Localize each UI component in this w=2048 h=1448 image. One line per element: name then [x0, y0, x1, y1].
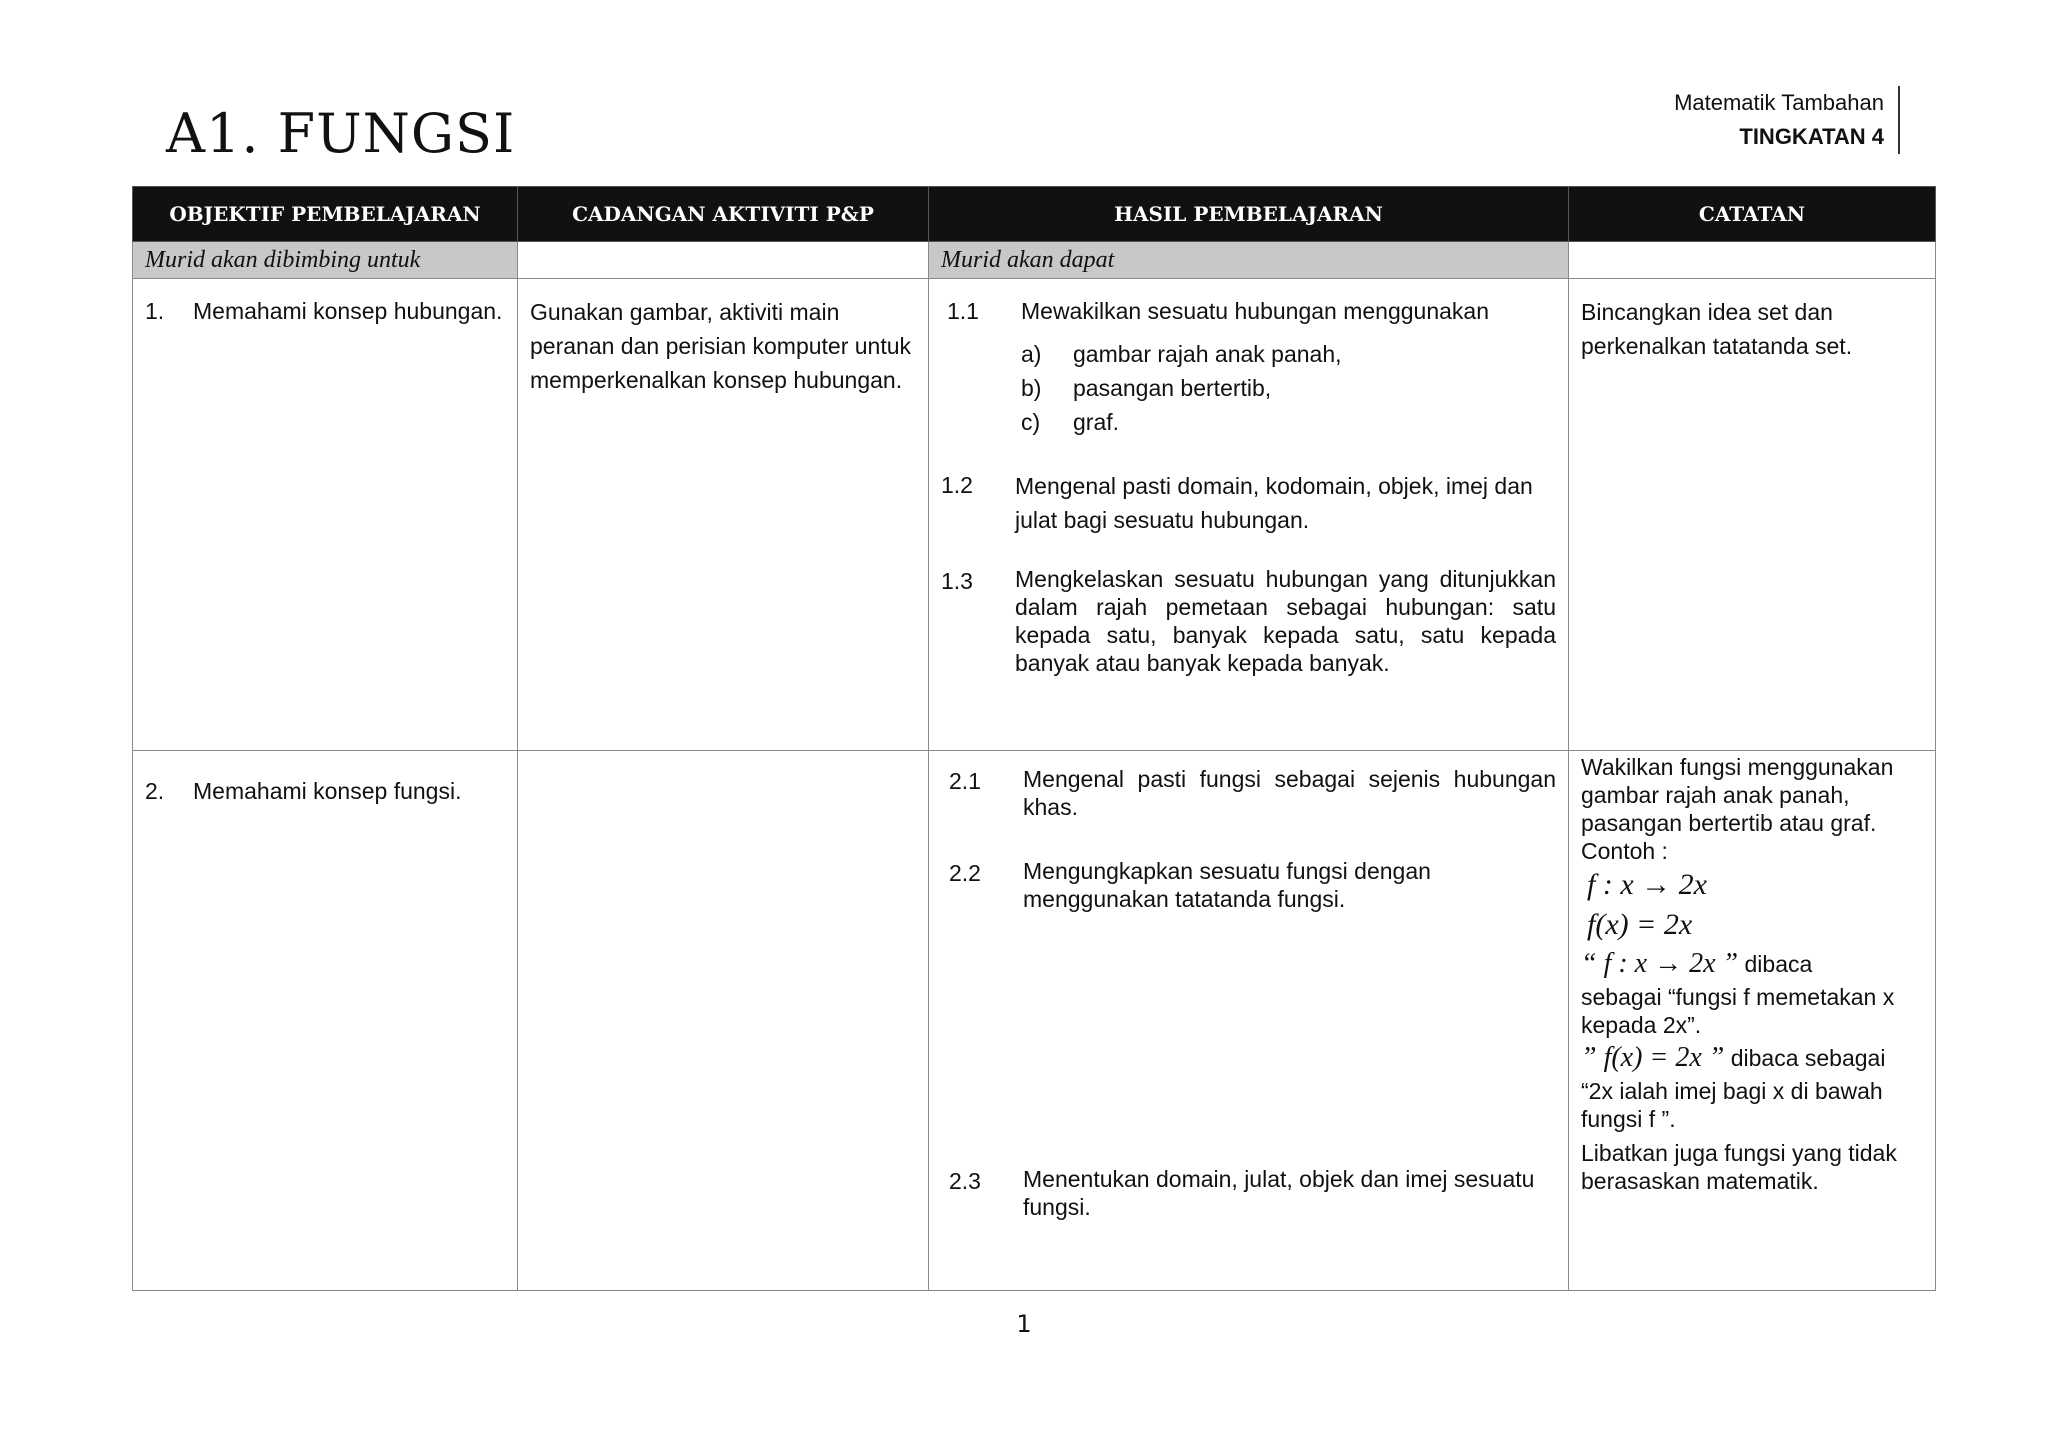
grade-level: TINGKATAN 4 — [1739, 124, 1884, 149]
formula-function-quoted: ” f(x) = 2x ” — [1581, 1042, 1725, 1073]
activity-cell — [518, 751, 929, 1291]
outcome-item — [941, 295, 1556, 439]
outcome-text: Mengkelaskan sesuatu hubungan yang ditunjukkan dalam rajah pemetaan sebagai hubungan: satu kepada satu, banyak kepada satu, satu kepada banyak atau banyak kepada banyak. — [1015, 566, 1556, 676]
header-subject-block — [1674, 86, 1900, 154]
column-header-activity: CADANGAN AKTIVITI P&P — [518, 187, 929, 242]
notes-read-word: dibaca sebagai — [1730, 1045, 1886, 1071]
column-header-objective: OBJEKTIF PEMBELAJARAN — [133, 187, 518, 242]
sublist-text: graf. — [1073, 409, 1120, 435]
objective-cell — [133, 751, 518, 1291]
outcome-text: Mengenal pasti fungsi sebagai sejenis hubungan khas. — [1023, 766, 1556, 820]
sublist-label: c) — [1021, 409, 1041, 435]
outcome-code: 2.2 — [949, 860, 981, 886]
outcome-code: 1.3 — [941, 568, 973, 594]
notes-cell — [1569, 751, 1936, 1291]
subheader-outcome: Murid akan dapat — [929, 242, 1569, 279]
table-row — [133, 751, 1936, 1291]
outcome-code: 1.1 — [947, 298, 979, 324]
column-header-notes: CATATAN — [1569, 187, 1936, 242]
document-title: A1. FUNGSI — [166, 102, 516, 165]
formula-function: f(x) = 2x — [1587, 908, 1693, 941]
objective-number: 2. — [145, 778, 165, 804]
notes-read-word: dibaca — [1744, 951, 1813, 977]
notes-closing: Libatkan juga fungsi yang tidak berasaskan matematik. — [1581, 1140, 1897, 1194]
outcome-text: Mengungkapkan sesuatu fungsi dengan menggunakan tatatanda fungsi. — [1023, 858, 1431, 912]
notes-text: Bincangkan idea set dan perkenalkan tatatanda set. — [1581, 299, 1853, 359]
sublist-text: gambar rajah anak panah, — [1073, 341, 1342, 367]
notes-example-label: Contoh : — [1581, 838, 1668, 864]
formula-mapping-quoted: “ f : x → 2x ” — [1581, 948, 1739, 979]
subject-name: Matematik Tambahan — [1674, 90, 1884, 115]
notes-cell — [1569, 279, 1936, 751]
subheader-objective: Murid akan dibimbing untuk — [133, 242, 518, 279]
outcome-text: Menentukan domain, julat, objek dan imej sesuatu fungsi. — [1023, 1166, 1535, 1220]
sublist-label: a) — [1021, 341, 1042, 367]
objective-number: 1. — [145, 298, 165, 324]
notes-read-meaning: “2x ialah imej bagi x di bawah fungsi f ”. — [1581, 1078, 1883, 1132]
table-row — [133, 279, 1936, 751]
activity-cell — [518, 279, 929, 751]
outcome-sublist — [1021, 337, 1556, 439]
outcome-code: 2.3 — [949, 1168, 981, 1194]
notes-intro: Wakilkan fungsi menggunakan gambar rajah anak panah, pasangan bertertib atau graf. — [1581, 754, 1894, 836]
outcome-cell — [929, 751, 1569, 1291]
subheader-notes — [1569, 242, 1936, 279]
syllabus-table — [132, 186, 1936, 1291]
objective-text: Memahami konsep fungsi. — [193, 778, 462, 804]
outcome-item — [941, 469, 1556, 537]
sublist-label: b) — [1021, 375, 1042, 401]
activity-text: Gunakan gambar, aktiviti main peranan dan perisian komputer untuk memperkenalkan konsep hubungan. — [530, 299, 912, 393]
sublist-item — [1021, 371, 1556, 405]
outcome-text: Mewakilkan sesuatu hubungan menggunakan — [1021, 298, 1489, 324]
formula-mapping: f : x → 2x — [1587, 868, 1707, 901]
table-header-row — [133, 187, 1936, 242]
notes-read-meaning: sebagai “fungsi f memetakan x kepada 2x”. — [1581, 984, 1895, 1038]
outcome-item — [941, 1165, 1556, 1221]
outcome-text: Mengenal pasti domain, kodomain, objek, imej dan julat bagi sesuatu hubungan. — [1015, 473, 1533, 533]
objective-cell — [133, 279, 518, 751]
outcome-cell — [929, 279, 1569, 751]
sublist-item — [1021, 337, 1556, 371]
outcome-item — [941, 565, 1556, 677]
outcome-item — [941, 765, 1556, 821]
column-header-outcome: HASIL PEMBELAJARAN — [929, 187, 1569, 242]
objective-text: Memahami konsep hubungan. — [193, 298, 503, 324]
subheader-activity — [518, 242, 929, 279]
table-subheader-row — [133, 242, 1936, 279]
page-number: 1 — [1016, 1310, 1032, 1338]
outcome-code: 2.1 — [949, 768, 981, 794]
outcome-item — [941, 857, 1556, 913]
outcome-code: 1.2 — [941, 472, 973, 498]
sublist-text: pasangan bertertib, — [1073, 375, 1272, 401]
sublist-item — [1021, 405, 1556, 439]
